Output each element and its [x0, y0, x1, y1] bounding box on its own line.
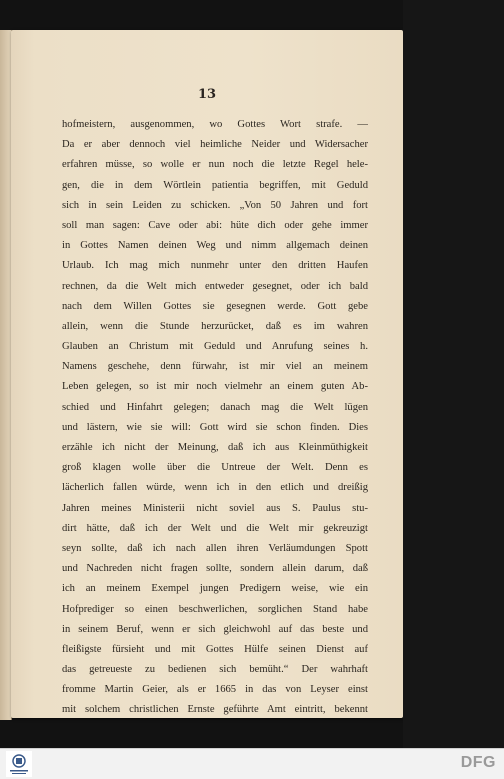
footer-bar — [0, 748, 504, 779]
text-line: hofmeistern, ausgenommen, wo Gottes Wort strafe. — — [62, 119, 368, 130]
text-line: Leben gelegen, so ist mir noch vielmehr an einem guten Ab- — [62, 381, 368, 393]
text-line: mit solchem christlichen Ernste geführte Amt eintritt, bekennt — [62, 704, 368, 716]
text-line: Hofprediger so einen beschwerlichen, sorglichen Stand habe — [62, 603, 368, 615]
text-line: und Nachreden nicht fragen sollte, sondern allein darum, daß — [62, 563, 368, 575]
text-line: in Gottes Namen deinen Weg und nimm allgemach deinen — [62, 240, 368, 252]
text-line: Urlaub. Ich mag mich nunmehr unter den dritten Haufen — [62, 260, 368, 272]
viewer-background — [403, 0, 504, 748]
dfg-logo[interactable]: DFG — [460, 754, 496, 771]
text-line: das getreueste zu bedienen sich bemüht.“ Der wahrhaft — [62, 664, 368, 676]
text-line: in seinem Beruf, wenn er sich gleichwohl auf das beste und — [62, 623, 368, 635]
text-line: allein, wenn die Stunde herzurücket, daß es im wahren — [62, 320, 368, 332]
text-line: groß klagen wolle über die Untreue der Welt. Denn es — [62, 462, 368, 474]
text-line: seyn sollte, daß ich nach allen ihren Verläumdungen Spott — [62, 542, 368, 554]
text-line: sich in sein Leiden zu schicken. „Von 50 Jahren und fort — [62, 199, 368, 211]
text-line: Jahren meines Ministerii nicht soviel aus S. Paulus stu- — [62, 502, 368, 514]
text-line: fleißigste fürsieht und mit Gottes Hülfe seinen Dienst auf — [62, 643, 368, 655]
text-line: ich an meinem Exempel jungen Predigern weise, wie ein — [62, 583, 368, 595]
text-line: fromme Martin Geier, als er 1665 in das von Leyser einst — [62, 684, 368, 696]
page-body-text — [62, 115, 368, 721]
text-line: schied und Hinfahrt gelegen; danach mag die Welt lügen — [62, 401, 368, 413]
text-line: Namens geschehe, denn fürwahr, ist mir viel an meinem — [62, 361, 368, 373]
text-line: und lästern, wie sie will: Gott wird sie schon finden. Dies — [62, 421, 368, 433]
text-line: nach dem Willen Gottes sie gesegnen werde. Gott gebe — [62, 300, 368, 312]
text-line: erzähle ich nicht der Meinung, daß ich aus Kleinmüthigkeit — [62, 442, 368, 453]
text-line: rechnen, da die Welt mich entweder gesegnet, oder ich bald — [62, 280, 368, 292]
text-line: lächerlich fallen würde, wenn ich in den etlich und dreißig — [62, 482, 368, 494]
text-line: Glauben an Christum mit Geduld und Anrufung seines h. — [62, 341, 368, 353]
text-line: dirt hätte, daß ich der Welt und die Welt mir gekreuzigt — [62, 522, 368, 534]
text-line: gen, die in dem Wörtlein patientia begriffen, mit Geduld — [62, 179, 368, 191]
library-seal-icon[interactable] — [6, 751, 32, 777]
text-line: Da er aber dennoch viel heimliche Neider und Widersacher — [62, 139, 368, 151]
book-page — [11, 30, 403, 718]
page-number: 13 — [197, 87, 217, 102]
text-line: soll man sagen: Cave oder abi: hüte dich oder gehe immer — [62, 219, 368, 231]
text-line: erfahren müsse, so wolle er nun noch die letzte Regel hele- — [62, 159, 368, 171]
